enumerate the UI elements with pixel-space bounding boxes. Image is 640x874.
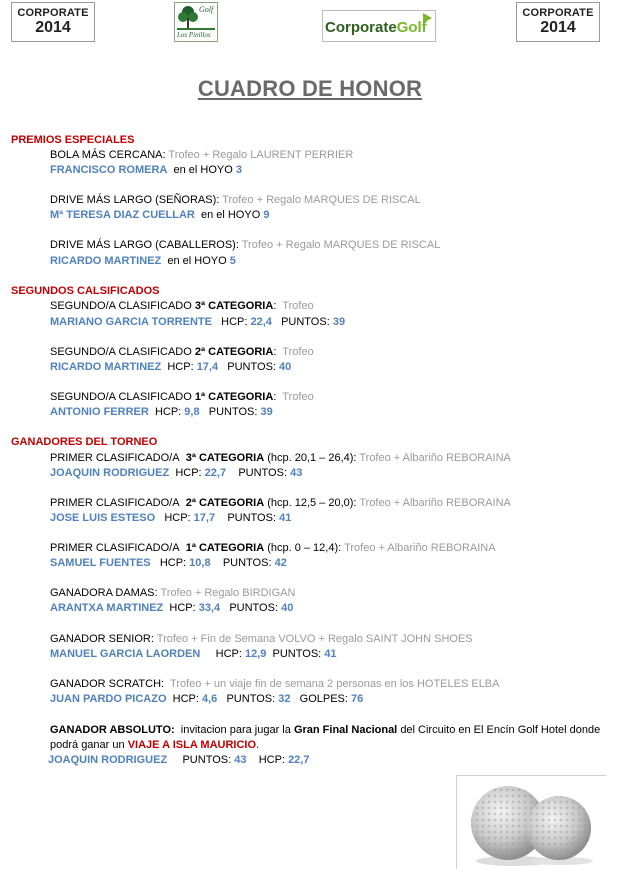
ganadora-damas-winner <box>50 602 293 614</box>
puntos-label: PUNTOS: <box>227 512 277 524</box>
puntos-value: 43 <box>290 467 303 479</box>
category: 2ª CATEGORIA <box>194 346 274 358</box>
golf-ball-icon <box>456 775 606 869</box>
winner-name: JUAN PARDO PICAZO <box>50 693 167 705</box>
hcp-label: HCP: <box>215 648 242 660</box>
award-prize: Trofeo + un viaje fin de semana 2 personas en los HOTELES ELBA <box>170 678 500 690</box>
corporate-2014-logo-left <box>11 2 95 42</box>
award-label: SEGUNDO/A CLASIFICADO <box>50 391 192 403</box>
award-label: BOLA MÁS CERCANA: <box>50 149 166 161</box>
logo-line2: 2014 <box>35 19 71 36</box>
hcp-label: HCP: <box>159 557 187 569</box>
corporate-2014-logo-right <box>516 2 600 42</box>
winner-name: JOSE LUIS ESTESO <box>50 512 156 524</box>
award-prize: Trofeo + Albariño REBORAINA <box>359 452 511 464</box>
category: 3ª CATEGORIA <box>185 452 265 464</box>
puntos-label: PUNTOS: <box>272 648 322 660</box>
winner-name: RICARDO MARTINEZ <box>50 361 162 373</box>
section-premios-especiales: PREMIOS ESPECIALES <box>11 134 135 146</box>
hcp-label: HCP: <box>175 467 202 479</box>
ganador-cat3-line <box>50 452 511 464</box>
gran-final-nacional: Gran Final Nacional <box>293 724 398 736</box>
award-prize: Trofeo <box>282 346 314 358</box>
ganadora-damas-line <box>50 587 295 599</box>
puntos-value: 39 <box>332 316 346 328</box>
hoyo-number: 5 <box>229 255 236 267</box>
puntos-value: 40 <box>281 602 294 614</box>
award-prize: Trofeo + Albariño REBORAINA <box>359 497 511 509</box>
winner-name: MANUEL GARCIA LAORDEN <box>50 648 201 660</box>
hoyo-label: en el HOYO <box>200 209 261 221</box>
ganador-senior-line <box>50 633 473 645</box>
hoyo-number: 3 <box>235 164 242 176</box>
winner-name: MARIANO GARCIA TORRENTE <box>50 316 212 328</box>
winner-name: RICARDO MARTINEZ <box>50 255 162 267</box>
hcp-value: 10,8 <box>189 557 211 569</box>
hcp-label: HCP: <box>221 316 248 328</box>
winner-name: ARANTXA MARTINEZ <box>50 602 164 614</box>
corporate-golf-logo <box>322 10 436 42</box>
award-label: PRIMER CLASIFICADO/A <box>50 452 180 464</box>
award-label: GANADORA DAMAS: <box>50 587 158 599</box>
golf-balls-image <box>456 775 606 869</box>
section-segundos-clasificados: SEGUNDOS CALSIFICADOS <box>11 285 160 297</box>
absoluto-text4: . <box>256 739 260 751</box>
category: 2ª CATEGORIA <box>185 497 265 509</box>
hoyo-label: en el HOYO <box>173 164 233 176</box>
puntos-label: PUNTOS: <box>238 467 288 479</box>
puntos-label: PUNTOS: <box>222 557 272 569</box>
hcp-value: 17,7 <box>193 512 216 524</box>
logo-line2: 2014 <box>540 19 576 36</box>
hcp-value: 22,4 <box>250 316 272 328</box>
puntos-label: PUNTOS: <box>227 361 276 373</box>
award-label: PRIMER CLASIFICADO/A <box>50 497 180 509</box>
colon: : <box>273 346 277 358</box>
segundo-cat2-winner <box>50 361 291 373</box>
puntos-value: 41 <box>324 648 337 660</box>
hcp-label: HCP: <box>172 693 199 705</box>
puntos-value: 40 <box>279 361 292 373</box>
segundo-cat2-line <box>50 346 314 358</box>
ganador-cat2-winner <box>50 512 291 524</box>
segundo-cat1-line <box>50 391 314 403</box>
absoluto-text2: del Circuito en El Encín Golf Hotel donde <box>400 724 601 736</box>
section-ganadores-torneo: GANADORES DEL TORNEO <box>11 436 158 448</box>
flag-icon <box>423 13 432 23</box>
hcp-value: 22,7 <box>204 467 227 479</box>
bola-cercana-line <box>50 149 353 161</box>
ganador-scratch-line <box>50 678 499 690</box>
segundo-cat3-line <box>50 300 314 312</box>
ganador-cat1-winner <box>50 557 287 569</box>
corporate-golf-part2: Golf <box>396 19 427 36</box>
puntos-value: 42 <box>274 557 287 569</box>
ganador-scratch-winner <box>50 693 363 705</box>
award-label: DRIVE MÁS LARGO (CABALLEROS): <box>50 239 239 251</box>
hcp-range: (hcp. 20,1 – 26,4): <box>267 452 357 464</box>
award-label: PRIMER CLASIFICADO/A <box>50 542 180 554</box>
club-golf-logo <box>174 2 218 42</box>
absoluto-text3: podrá ganar un <box>50 739 125 751</box>
colon: : <box>273 391 277 403</box>
puntos-label: PUNTOS: <box>226 693 276 705</box>
logo-line1: CORPORATE <box>17 7 89 19</box>
viaje-isla-mauricio: VIAJE A ISLA MAURICIO <box>127 739 257 751</box>
absoluto-text1: invitacion para jugar la <box>180 724 291 736</box>
drive-senoras-winner <box>50 209 269 221</box>
hcp-label: HCP: <box>164 512 191 524</box>
hcp-value: 9,8 <box>184 406 200 418</box>
hcp-range: (hcp. 0 – 12,4): <box>267 542 342 554</box>
golpes-label: GOLPES: <box>299 693 348 705</box>
award-prize: Trofeo + Albariño REBORAINA <box>344 542 496 554</box>
bola-cercana-winner <box>50 164 242 176</box>
ganador-cat3-winner <box>50 467 302 479</box>
page-title: CUADRO DE HONOR <box>197 76 423 101</box>
hcp-value: 22,7 <box>288 754 310 766</box>
award-label: GANADOR SCRATCH: <box>50 678 165 690</box>
puntos-label: PUNTOS: <box>182 754 232 766</box>
puntos-value: 32 <box>278 693 291 705</box>
puntos-label: PUNTOS: <box>281 316 330 328</box>
winner-name: SAMUEL FUENTES <box>50 557 151 569</box>
award-prize: Trofeo <box>282 391 314 403</box>
club-logo-text-golf: Golf <box>199 5 214 14</box>
category: 1ª CATEGORIA <box>185 542 265 554</box>
winner-name: Mª TERESA DIAZ CUELLAR <box>50 209 195 221</box>
award-prize: Trofeo + Regalo BIRDIGAN <box>160 587 296 599</box>
award-prize: Trofeo + Regalo LAURENT PERRIER <box>168 149 354 161</box>
hcp-label: HCP: <box>258 754 285 766</box>
ganador-cat2-line <box>50 497 511 509</box>
hcp-value: 4,6 <box>202 693 218 705</box>
award-label: SEGUNDO/A CLASIFICADO <box>50 300 192 312</box>
drive-caballeros-winner <box>50 255 236 267</box>
category: 3ª CATEGORIA <box>194 300 274 312</box>
segundo-cat1-winner <box>50 406 273 418</box>
hcp-label: HCP: <box>167 361 194 373</box>
hcp-label: HCP: <box>154 406 182 418</box>
category: 1ª CATEGORIA <box>194 391 274 403</box>
award-label: SEGUNDO/A CLASIFICADO <box>50 346 192 358</box>
hoyo-number: 9 <box>263 209 270 221</box>
award-prize: Trofeo + Regalo MARQUES DE RISCAL <box>222 194 421 206</box>
golpes-value: 76 <box>351 693 364 705</box>
logo-line1: CORPORATE <box>522 7 594 19</box>
winner-name: JOAQUIN RODRIGUEZ <box>50 467 170 479</box>
puntos-value: 41 <box>279 512 292 524</box>
winner-name: FRANCISCO ROMERA <box>50 164 168 176</box>
winner-name: JOAQUIN RODRIGUEZ <box>48 754 168 766</box>
award-prize: Trofeo + Regalo MARQUES DE RISCAL <box>241 239 441 251</box>
drive-caballeros-line <box>50 239 440 251</box>
puntos-value: 43 <box>234 754 247 766</box>
segundo-cat3-winner <box>50 316 345 328</box>
hcp-value: 12,9 <box>244 648 267 660</box>
ganador-cat1-line <box>50 542 496 554</box>
award-prize: Trofeo <box>282 300 314 312</box>
colon: : <box>273 300 277 312</box>
hcp-value: 33,4 <box>198 602 221 614</box>
ganador-absoluto-line2 <box>50 739 259 751</box>
winner-name: ANTONIO FERRER <box>50 406 149 418</box>
corporate-golf-text <box>325 19 427 36</box>
puntos-label: PUNTOS: <box>229 602 279 614</box>
hcp-label: HCP: <box>169 602 196 614</box>
puntos-value: 39 <box>260 406 273 418</box>
award-prize: Trofeo + Fin de Semana VOLVO + Regalo SAINT JOHN SHOES <box>156 633 473 645</box>
drive-senoras-line <box>50 194 421 206</box>
club-logo-text-name: Los Pinillos <box>177 31 211 39</box>
puntos-label: PUNTOS: <box>208 406 258 418</box>
ganador-senior-winner <box>50 648 337 660</box>
hoyo-label: en el HOYO <box>167 255 227 267</box>
corporate-golf-part1: Corporate <box>325 19 397 36</box>
award-label: DRIVE MÁS LARGO (SEÑORAS): <box>50 194 220 206</box>
award-label: GANADOR SENIOR: <box>50 633 154 645</box>
award-label: GANADOR ABSOLUTO: <box>50 724 175 736</box>
ganador-absoluto-winner <box>48 754 309 766</box>
hcp-range: (hcp. 12,5 – 20,0): <box>267 497 357 509</box>
hcp-value: 17,4 <box>196 361 219 373</box>
ganador-absoluto-line1 <box>50 724 600 736</box>
